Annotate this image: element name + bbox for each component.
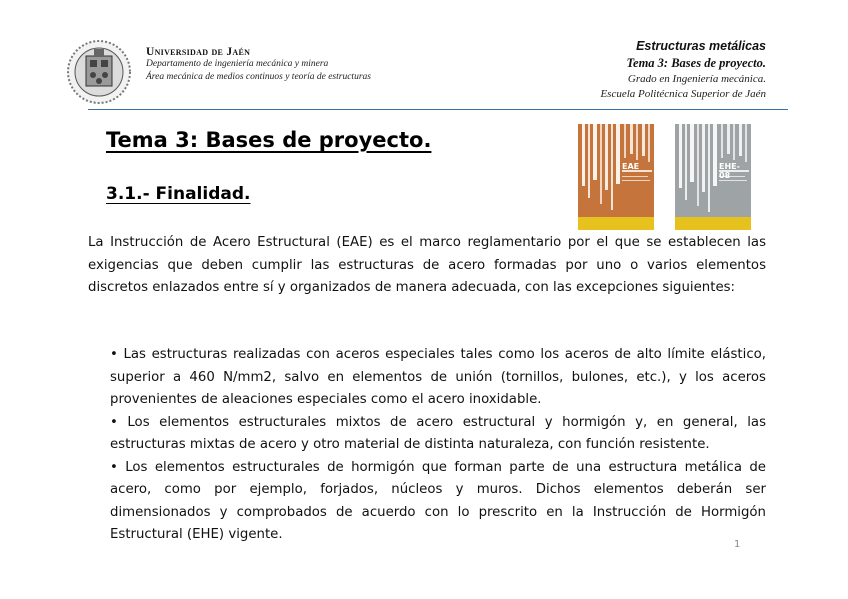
department-name: Departamento de ingeniería mecánica y minera [146, 59, 329, 69]
area-name: Área mecánica de medios continuos y teoría de estructuras [146, 72, 371, 82]
eae-book-cover-image [578, 124, 654, 230]
topic-name: Tema 3: Bases de proyecto. [626, 56, 766, 70]
exceptions-list [110, 344, 766, 547]
section-title: 3.1.- Finalidad. [106, 184, 251, 204]
school-name: Escuela Politécnica Superior de Jaén [600, 88, 766, 100]
page-number: 1 [734, 539, 741, 550]
list-item: • Los elementos estructurales mixtos de acero estructural y hormigón y, en general, las estructuras mixtas de acero y otro material de distinta naturaleza, con función resistente. [110, 414, 766, 452]
list-item: • Las estructuras realizadas con aceros especiales tales como los aceros de alto límite elástico, superior a 460 N/mm2, salvo en elementos de unión (tornillos, bulones, etc.), y los aceros provenientes de aleaciones especiales como el acero inoxidable. [110, 347, 766, 407]
list-item: • Los elementos estructurales de hormigón que forman parte de una estructura metálica de acero, como por ejemplo, forjados, núcleos y muros. Dichos elementos deberán ser dimensionados y comprobados de acuerdo con lo prescrito en la Instrucción de Hormigón Estructural (EHE) vigente. [110, 459, 766, 542]
ehe-cover-title: EHE-08 [719, 162, 740, 180]
intro-paragraph: La Instrucción de Acero Estructural (EAE) es el marco reglamentario por el que se establecen las exigencias que deben cumplir las estructuras de acero formadas por uno o varios elementos discretos enlazados entre sí y organizados de manera adecuada, con las excepciones siguientes: [88, 235, 766, 295]
slide-header [0, 0, 848, 115]
university-block [146, 46, 371, 84]
university-seal-logo [66, 38, 132, 106]
ehe-book-cover-image [675, 124, 751, 230]
degree-name: Grado en Ingeniería mecánica. [627, 73, 766, 85]
eae-cover-title: EAE [622, 162, 640, 171]
page-title: Tema 3: Bases de proyecto. [106, 128, 432, 152]
university-name: Universidad de Jaén [146, 46, 251, 58]
cover-band [675, 217, 751, 230]
cover-band [578, 217, 654, 230]
course-name: Estructuras metálicas [636, 39, 766, 53]
course-info [600, 38, 766, 102]
header-divider [88, 109, 788, 110]
